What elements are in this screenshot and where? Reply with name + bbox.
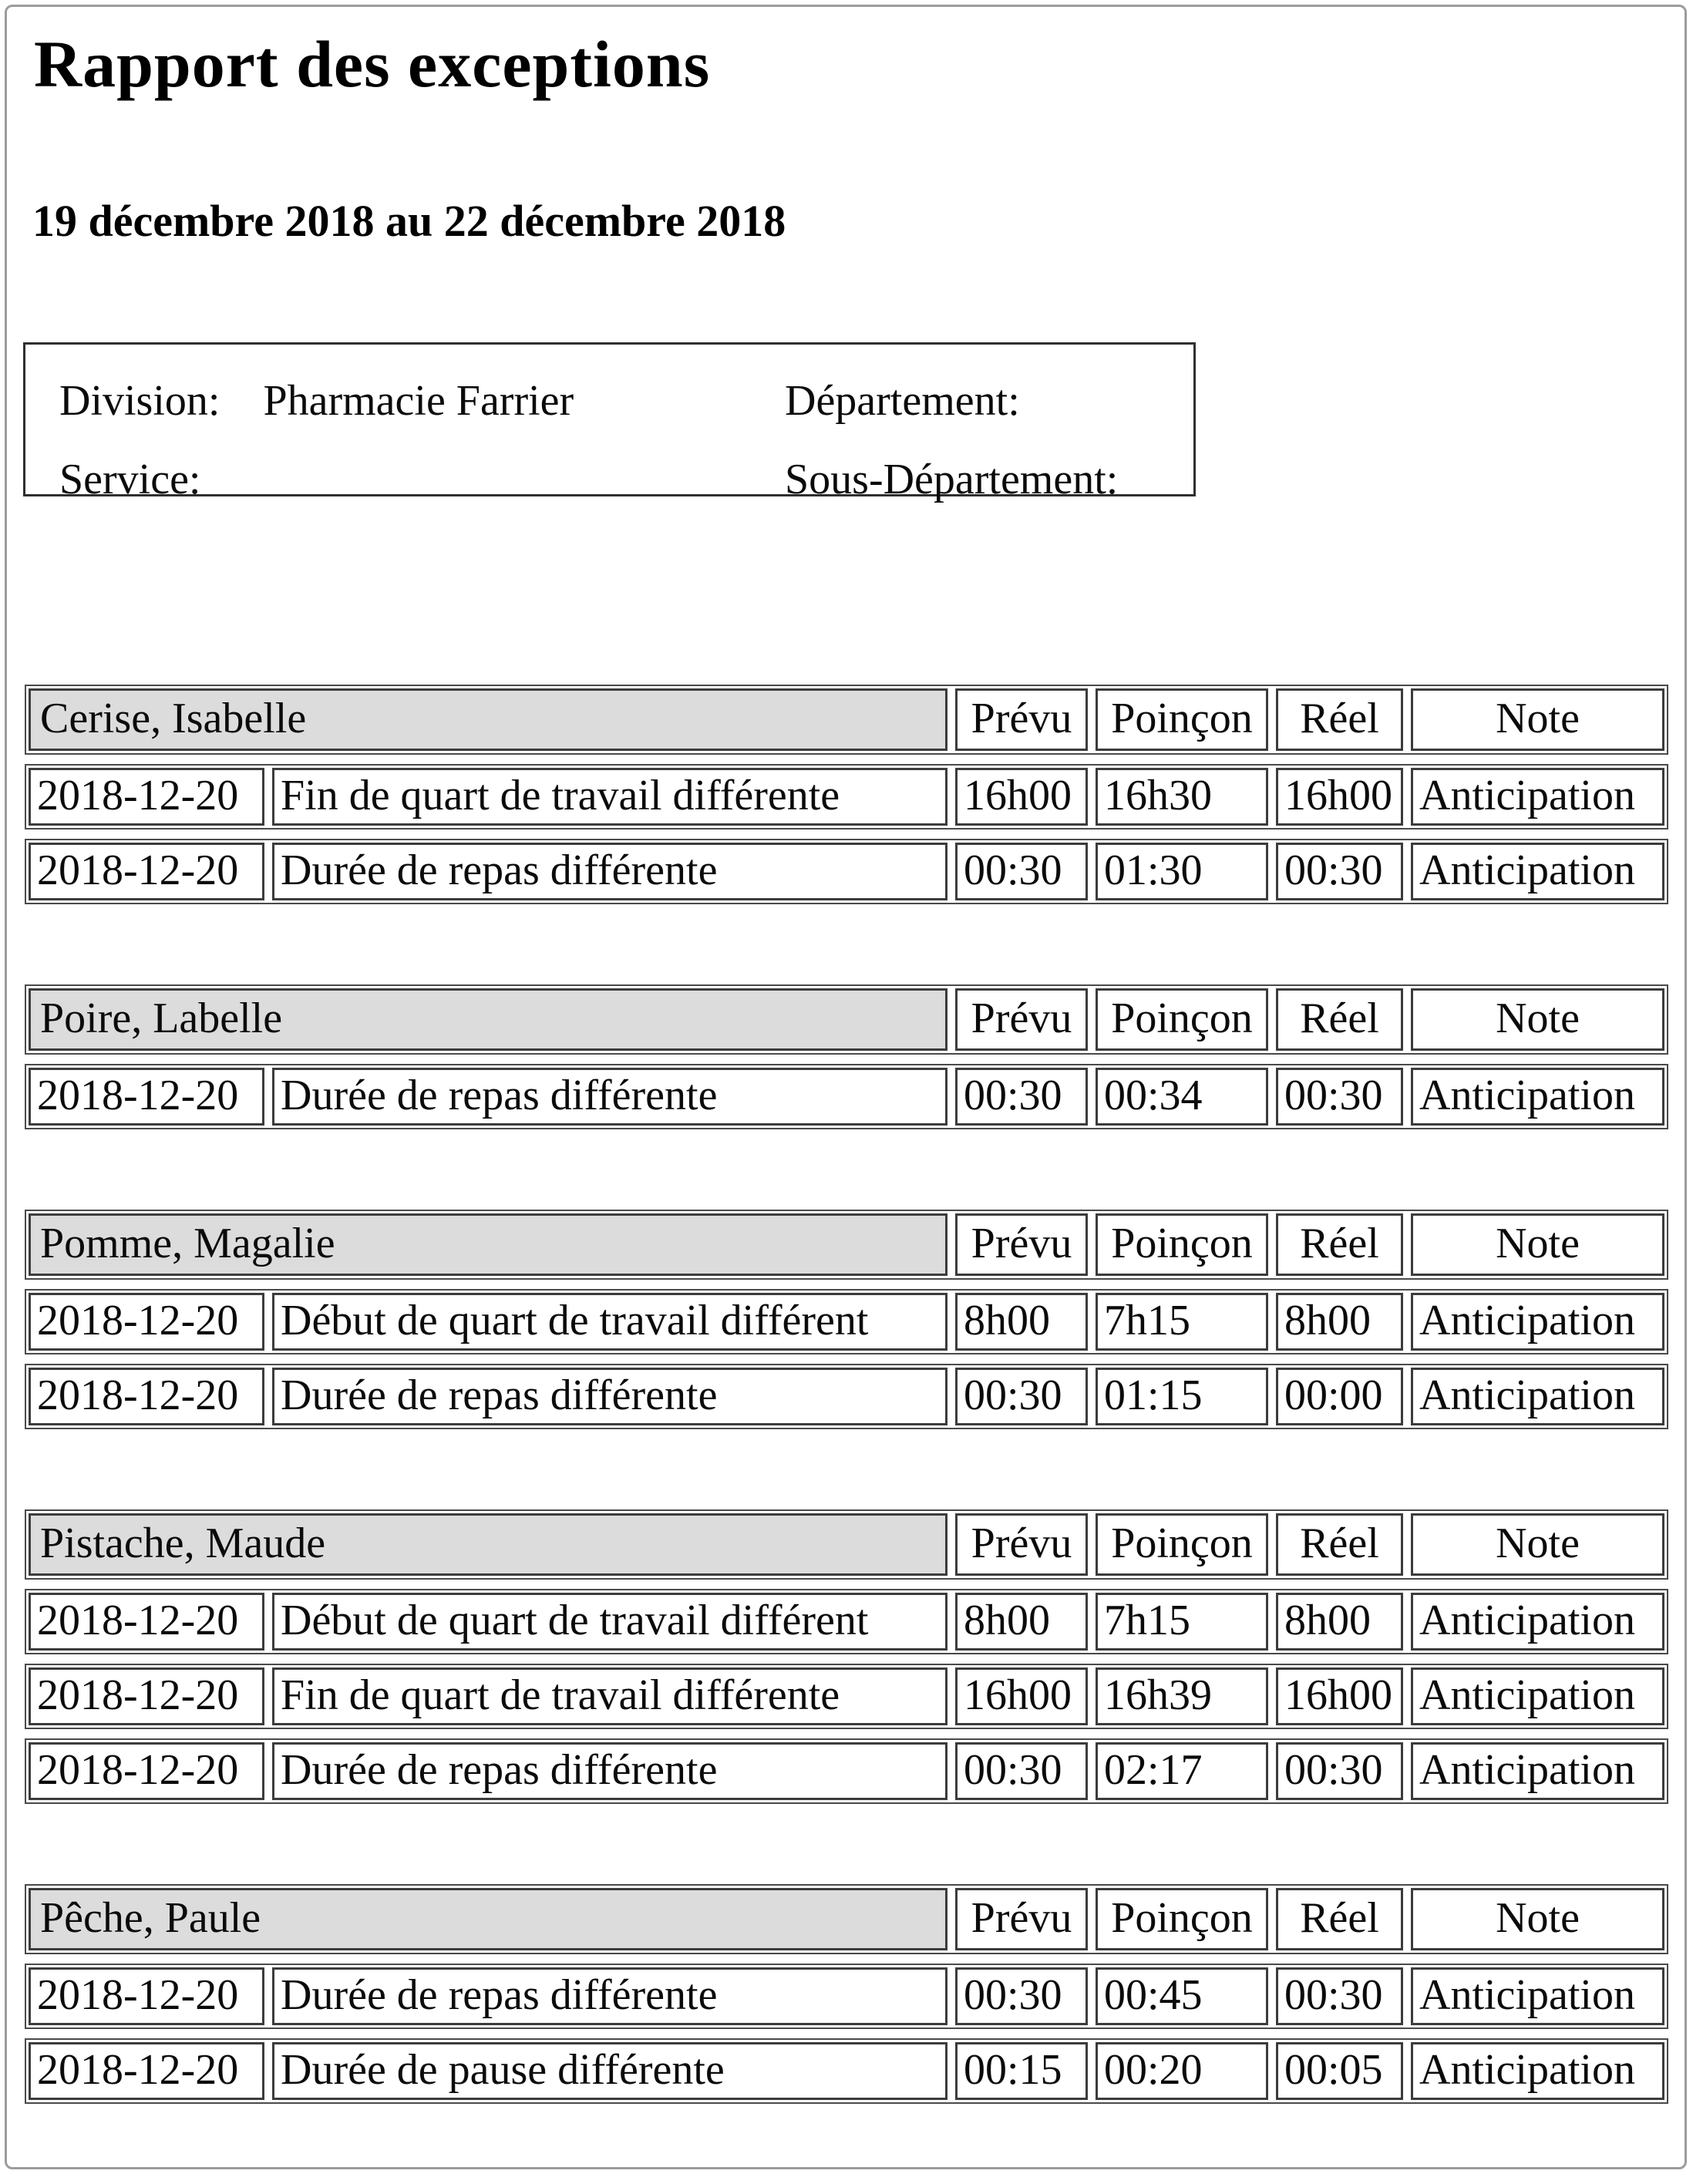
exception-row	[25, 839, 1668, 904]
exception-prevu: 00:30	[955, 1368, 1088, 1425]
exception-reel: 00:00	[1276, 1368, 1403, 1425]
employee-table	[25, 1210, 1668, 1429]
exception-reel: 00:30	[1276, 1742, 1403, 1800]
exception-poincon: 00:45	[1096, 1967, 1268, 2025]
exception-date: 2018-12-20	[29, 1293, 264, 1351]
exception-prevu: 8h00	[955, 1293, 1088, 1351]
exception-description: Durée de repas différente	[272, 843, 947, 900]
exception-prevu: 16h00	[955, 1667, 1088, 1725]
exception-row	[25, 1064, 1668, 1129]
column-header-poincon: Poinçon	[1096, 988, 1268, 1051]
employee-header-row	[25, 1210, 1668, 1280]
exception-reel: 00:30	[1276, 1967, 1403, 2025]
exception-row	[25, 2038, 1668, 2104]
employee-table	[25, 1509, 1668, 1804]
exception-note: Anticipation	[1411, 1967, 1664, 2025]
exception-description: Début de quart de travail différent	[272, 1593, 947, 1651]
column-header-note: Note	[1411, 988, 1664, 1051]
exception-note: Anticipation	[1411, 1742, 1664, 1800]
exception-note: Anticipation	[1411, 2042, 1664, 2100]
report-info-box	[23, 342, 1196, 503]
employee-name: Pistache, Maude	[29, 1513, 947, 1576]
exception-date: 2018-12-20	[29, 1368, 264, 1425]
employee-tables	[25, 685, 1668, 2184]
exception-row	[25, 1664, 1668, 1729]
exception-row	[25, 1738, 1668, 1804]
column-header-prevu: Prévu	[955, 1888, 1088, 1950]
column-header-poincon: Poinçon	[1096, 1513, 1268, 1576]
column-header-prevu: Prévu	[955, 688, 1088, 751]
service-row	[59, 440, 785, 519]
exception-description: Durée de repas différente	[272, 1742, 947, 1800]
employee-table	[25, 685, 1668, 904]
employee-table	[25, 1884, 1668, 2104]
column-header-prevu: Prévu	[955, 988, 1088, 1051]
employee-header-row	[25, 685, 1668, 755]
exception-note: Anticipation	[1411, 1368, 1664, 1425]
column-header-reel: Réel	[1276, 988, 1403, 1051]
report-date-range: 19 décembre 2018 au 22 décembre 2018	[32, 196, 786, 246]
exception-note: Anticipation	[1411, 843, 1664, 900]
exception-poincon: 7h15	[1096, 1593, 1268, 1651]
exception-description: Fin de quart de travail différente	[272, 1667, 947, 1725]
employee-name: Poire, Labelle	[29, 988, 947, 1051]
column-header-note: Note	[1411, 1513, 1664, 1576]
employee-name: Pomme, Magalie	[29, 1213, 947, 1276]
exception-date: 2018-12-20	[29, 1667, 264, 1725]
column-header-prevu: Prévu	[955, 1513, 1088, 1576]
service-label: Service:	[59, 456, 201, 503]
exception-row	[25, 1364, 1668, 1429]
exception-date: 2018-12-20	[29, 843, 264, 900]
exception-reel: 00:05	[1276, 2042, 1403, 2100]
column-header-poincon: Poinçon	[1096, 1213, 1268, 1276]
exception-prevu: 00:30	[955, 1742, 1088, 1800]
exception-poincon: 7h15	[1096, 1293, 1268, 1351]
column-header-reel: Réel	[1276, 1888, 1403, 1950]
exception-prevu: 00:30	[955, 1068, 1088, 1126]
exception-reel: 16h00	[1276, 768, 1403, 826]
exception-row	[25, 1964, 1668, 2029]
employee-header-row	[25, 984, 1668, 1055]
sous-departement-row	[785, 440, 1193, 519]
exception-date: 2018-12-20	[29, 1742, 264, 1800]
column-header-reel: Réel	[1276, 1213, 1403, 1276]
employee-name: Cerise, Isabelle	[29, 688, 947, 751]
division-label: Division:	[59, 377, 220, 425]
exception-poincon: 01:30	[1096, 843, 1268, 900]
report-title: Rapport des exceptions	[34, 27, 711, 101]
exception-date: 2018-12-20	[29, 768, 264, 826]
column-header-prevu: Prévu	[955, 1213, 1088, 1276]
division-row	[59, 362, 785, 440]
column-header-reel: Réel	[1276, 688, 1403, 751]
exception-prevu: 00:30	[955, 843, 1088, 900]
exception-prevu: 00:30	[955, 1967, 1088, 2025]
exception-poincon: 16h39	[1096, 1667, 1268, 1725]
departement-label: Département:	[785, 377, 1020, 425]
exception-reel: 8h00	[1276, 1593, 1403, 1651]
exception-poincon: 00:34	[1096, 1068, 1268, 1126]
exception-poincon: 00:20	[1096, 2042, 1268, 2100]
exception-note: Anticipation	[1411, 1293, 1664, 1351]
exception-description: Durée de repas différente	[272, 1967, 947, 2025]
departement-row	[785, 362, 1193, 440]
employee-table	[25, 984, 1668, 1129]
exception-date: 2018-12-20	[29, 1593, 264, 1651]
column-header-note: Note	[1411, 1888, 1664, 1950]
exception-description: Durée de pause différente	[272, 2042, 947, 2100]
division-value: Pharmacie Farrier	[263, 377, 574, 425]
column-header-note: Note	[1411, 1213, 1664, 1276]
employee-header-row	[25, 1509, 1668, 1580]
exception-poincon: 02:17	[1096, 1742, 1268, 1800]
exception-note: Anticipation	[1411, 768, 1664, 826]
exception-note: Anticipation	[1411, 1667, 1664, 1725]
employee-header-row	[25, 1884, 1668, 1954]
exception-date: 2018-12-20	[29, 2042, 264, 2100]
exception-note: Anticipation	[1411, 1593, 1664, 1651]
exception-row	[25, 1589, 1668, 1654]
exception-reel: 00:30	[1276, 1068, 1403, 1126]
exception-date: 2018-12-20	[29, 1967, 264, 2025]
exception-poincon: 16h30	[1096, 768, 1268, 826]
exception-description: Durée de repas différente	[272, 1368, 947, 1425]
exception-row	[25, 1289, 1668, 1354]
employee-name: Pêche, Paule	[29, 1888, 947, 1950]
column-header-poincon: Poinçon	[1096, 1888, 1268, 1950]
column-header-note: Note	[1411, 688, 1664, 751]
sous-departement-label: Sous-Département:	[785, 456, 1119, 503]
exception-row	[25, 764, 1668, 830]
exception-prevu: 00:15	[955, 2042, 1088, 2100]
exception-reel: 16h00	[1276, 1667, 1403, 1725]
column-header-reel: Réel	[1276, 1513, 1403, 1576]
exception-reel: 00:30	[1276, 843, 1403, 900]
exception-description: Fin de quart de travail différente	[272, 768, 947, 826]
exception-note: Anticipation	[1411, 1068, 1664, 1126]
exception-prevu: 8h00	[955, 1593, 1088, 1651]
exception-reel: 8h00	[1276, 1293, 1403, 1351]
exception-date: 2018-12-20	[29, 1068, 264, 1126]
exception-description: Durée de repas différente	[272, 1068, 947, 1126]
exception-prevu: 16h00	[955, 768, 1088, 826]
exception-description: Début de quart de travail différent	[272, 1293, 947, 1351]
column-header-poincon: Poinçon	[1096, 688, 1268, 751]
exception-poincon: 01:15	[1096, 1368, 1268, 1425]
